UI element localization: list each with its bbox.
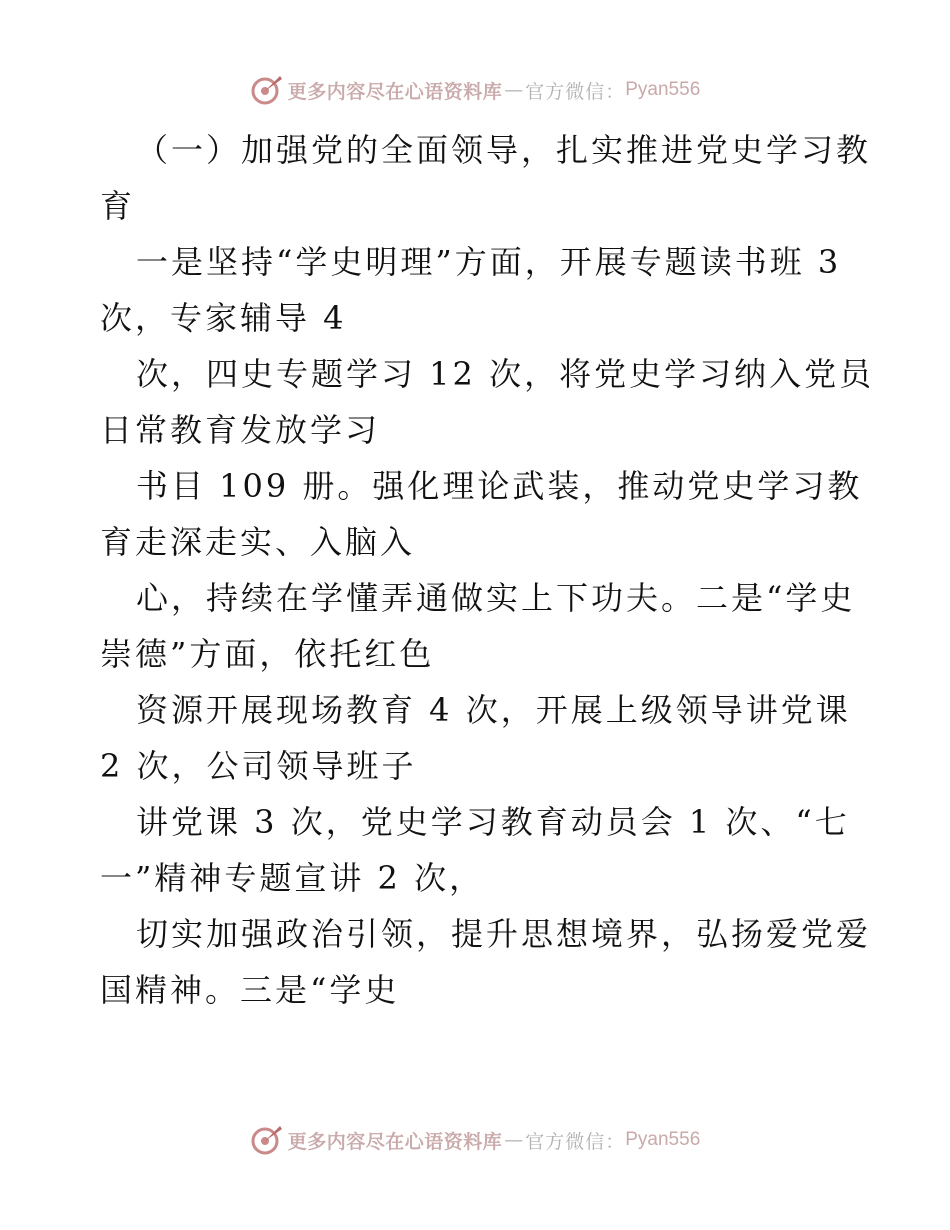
watermark-wechat-label: 官方微信： bbox=[525, 1130, 626, 1153]
document-body bbox=[100, 122, 875, 1018]
text-line: 育 bbox=[100, 187, 136, 225]
watermark-dash: — bbox=[504, 1129, 524, 1151]
text-line: 崇德”方面，依托红色 bbox=[100, 635, 435, 673]
footer-watermark bbox=[0, 1120, 950, 1160]
text-line: 育走深走实、入脑入 bbox=[100, 523, 416, 561]
watermark-wechat-label: 官方微信： bbox=[525, 80, 626, 103]
watermark-main-text: 更多内容尽在心语资料库 bbox=[287, 80, 503, 103]
quill-logo-icon bbox=[250, 1123, 284, 1157]
text-line: 心，持续在学懂弄通做实上下功夫。二是“学史 bbox=[136, 579, 856, 617]
text-line: 书目 109 册。强化理论武装，推动党史学习教 bbox=[136, 467, 863, 505]
text-line: 一是坚持“学史明理”方面，开展专题读书班 3 bbox=[136, 243, 842, 281]
watermark-wechat-id: Pyan556 bbox=[625, 1129, 701, 1150]
text-line: 讲党课 3 次，党史学习教育动员会 1 次、“七 bbox=[136, 803, 850, 841]
quill-logo-icon bbox=[250, 73, 284, 107]
text-line: 资源开展现场教育 4 次，开展上级领导讲党课 bbox=[136, 691, 851, 729]
text-line: 一”精神专题宣讲 2 次， bbox=[100, 859, 485, 897]
text-line: （一）加强党的全面领导，扎实推进党史学习教 bbox=[136, 131, 872, 169]
text-line: 2 次，公司领导班子 bbox=[100, 747, 417, 785]
text-line: 次，专家辅导 4 bbox=[100, 299, 347, 337]
text-line: 次，四史专题学习 12 次，将党史学习纳入党员 bbox=[136, 355, 875, 393]
watermark-main-text: 更多内容尽在心语资料库 bbox=[287, 1130, 503, 1153]
text-line: 切实加强政治引领，提升思想境界，弘扬爱党爱 bbox=[136, 915, 872, 953]
watermark-dash: — bbox=[504, 79, 524, 101]
text-line: 日常教育发放学习 bbox=[100, 411, 381, 449]
text-line: 国精神。三是“学史 bbox=[100, 971, 400, 1009]
watermark-wechat-id: Pyan556 bbox=[625, 79, 701, 100]
header-watermark bbox=[0, 70, 950, 110]
